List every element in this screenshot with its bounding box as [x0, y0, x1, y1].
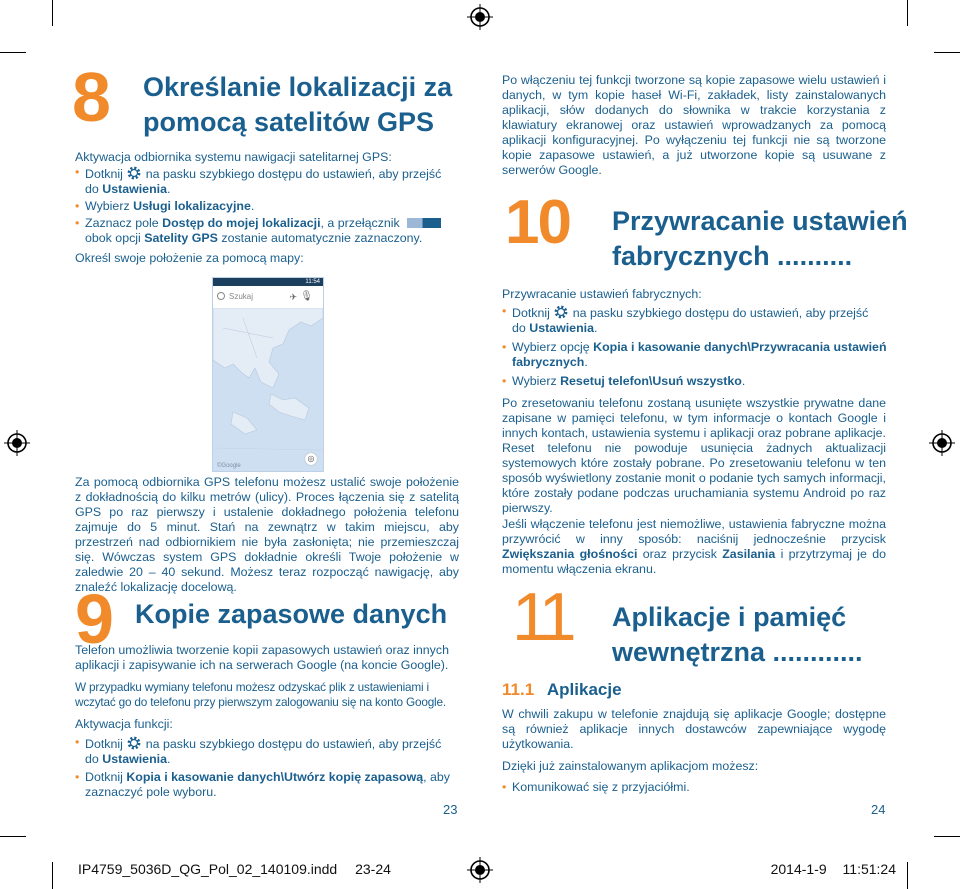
page-number: 24	[871, 802, 886, 817]
map-search-placeholder: Szukaj	[229, 292, 254, 301]
status-bar	[213, 278, 323, 286]
intro-text: Aktywacja odbiornika systemu nawigacji satelitarnej GPS:	[75, 150, 392, 164]
slug-file	[78, 861, 391, 877]
list-item: • Dotknij na pasku szybkiego dostępu do ustawień, aby przejść do Ustawienia.	[75, 165, 465, 197]
toggle-switch-icon	[407, 218, 441, 228]
reset-paragraph-2: Jeśli włączenie telefonu jest niemożliwe, ustawienia fabryczne można przywrócić w inny sposób: naciśnij jednocześnie przycisk Zwiększania głośności oraz przycisk Zasilania i przytrzymaj je do momentu włączenia ekranu.	[502, 517, 886, 576]
section-heading	[502, 680, 622, 700]
chapter-title: Kopie zapasowe danych	[135, 599, 448, 629]
chapter-title-line: Określanie lokalizacji za	[143, 72, 453, 102]
gps-section	[75, 150, 465, 266]
chapter-number: 9	[75, 580, 114, 658]
crop-mark	[0, 836, 26, 837]
search-icon[interactable]	[217, 292, 225, 300]
map-screenshot	[212, 277, 324, 472]
slug-pages: 23-24	[355, 861, 391, 877]
registration-mark-icon	[467, 4, 493, 30]
crop-mark	[52, 0, 53, 26]
map-intro: Określ swoje położenie za pomocą mapy:	[75, 251, 304, 265]
chapter-title-line: Aplikacje i pamięć	[612, 602, 847, 632]
list-item: • Wybierz opcję Kopia i kasowanie danych\Przywracania ustawień fabrycznych.	[502, 340, 892, 370]
paragraph: W chwili zakupu w telefonie znajdują się aplikacje Google; dostępne są również aplikacje innych dostawców zapewniające wygodę użytkowania.	[502, 707, 886, 751]
backup-section	[75, 643, 465, 800]
chapter-title-line: fabrycznych ..........	[612, 241, 853, 271]
list-item: • Komunikować się z przyjaciółmi.	[502, 780, 886, 795]
chapter-title-line: pomocą satelitów GPS	[143, 107, 435, 137]
section-number: 11.1	[502, 680, 535, 699]
slug-datetime	[771, 861, 896, 877]
list-item: • Wybierz Usługi lokalizacyjne.	[75, 199, 465, 214]
backup-continued: Po włączeniu tej funkcji tworzone są kopie zapasowe wielu ustawień i danych, w tym kopie haseł Wi-Fi, zakładek, listy zainstalowanych aplikacji, słów dodanych do słownika w trakcie korzystania z klawiatury ekranowej oraz ustawień wprowadzanych za pomocą aplikacji konfiguracyjnej. Po wyłączeniu tej funkcji nie są tworzone kopie zapasowe ustawień, a już utworzone kopie są usuwane z serwerów Google.	[502, 73, 886, 177]
chapter-title	[612, 204, 908, 274]
list-item: • Dotknij na pasku szybkiego dostępu do ustawień, aby przejść do Ustawienia.	[75, 735, 465, 767]
chapter-title	[143, 70, 452, 140]
paragraph: Dzięki już zainstalowanym aplikacjom możesz:	[502, 759, 759, 773]
status-time: 11:54	[305, 279, 320, 285]
crop-mark	[934, 52, 960, 53]
chapter-number: 10	[505, 188, 570, 257]
mic-icon[interactable]: 🎙	[300, 291, 313, 302]
list-item: • Dotknij na pasku szybkiego dostępu do ustawień, aby przejść do Ustawienia.	[502, 304, 892, 336]
chapter-title-line: wewnętrzna ............	[612, 637, 863, 667]
page-number: 23	[443, 802, 458, 817]
crop-mark	[907, 0, 908, 26]
slug-date: 2014-1-9	[770, 861, 827, 877]
chapter-number: 11	[512, 579, 571, 655]
chapter-title-line: Przywracanie ustawień	[612, 206, 908, 236]
slug-time: 11:51:24	[842, 861, 896, 877]
chapter-number: 8	[72, 58, 111, 136]
crop-mark	[52, 862, 53, 889]
intro-text: Przywracanie ustawień fabrycznych:	[502, 287, 702, 301]
reset-paragraph: Po zresetowaniu telefonu zostaną usunięte wszystkie prywatne dane zapisane w pamięci telefonu, w tym informacje o kontach Google i innych kontach, ustawienia systemu i aplikacji oraz pobrane aplikacje. Reset telefonu nie powoduje usunięcia żadnych aktualizacji systemowych które zostały pobrane. Po zresetowaniu telefonu w ten sposób wyświetlony zostanie monit o podanie tych samych informacji, które zostały podane podczas uruchamiania systemu Android po raz pierwszy.	[502, 396, 886, 515]
list-item: • Zaznacz pole Dostęp do mojej lokalizacji, a przełącznik obok opcji Satelity GPS zostanie automatycznie zaznaczony.	[75, 216, 465, 246]
settings-gear-icon	[126, 165, 142, 181]
map-search-bar[interactable]	[213, 286, 323, 309]
my-location-icon[interactable]: ◎	[305, 453, 317, 465]
gps-paragraph: Za pomocą odbiornika GPS telefonu możesz ustalić swoje położenie z dokładnością do kilku metrów (ulicy). Proces łączenia się z satelitą GPS po raz pierwszy i ustalenie dokładnego położenia telefonu zajmuje do 5 minut. Stań na zewnątrz w takim miejscu, aby przestrzeń nad odbiornikiem nie była zasłonięta; nie przemieszczaj się. Wówczas system GPS dokładnie określi Twoje położenie w zaledwie 20 – 40 sekund. Możesz teraz rozpocząć nawigację, aby znaleźć lokalizację docelową.	[75, 475, 459, 594]
section-title: Aplikacje	[546, 680, 622, 699]
paragraph: W przypadku wymiany telefonu możesz odzyskać plik z ustawieniami i wczytać go do telefonu przy pierwszym zalogowaniu się na konto Google.	[75, 680, 446, 709]
list-item: • Dotknij Kopia i kasowanie danych\Utwórz kopię zapasową, aby zaznaczyć pole wyboru.	[75, 770, 465, 800]
crop-mark	[934, 836, 960, 837]
paragraph: Aktywacja funkcji:	[75, 717, 173, 731]
settings-gear-icon	[126, 735, 142, 751]
registration-mark-icon	[929, 430, 955, 456]
apps-section	[502, 707, 886, 795]
registration-mark-icon	[4, 430, 30, 456]
directions-icon[interactable]: ✈	[289, 292, 297, 302]
crop-mark	[0, 52, 26, 53]
map-attribution: ©Google	[217, 463, 241, 469]
crop-mark	[907, 862, 908, 889]
list-item: • Wybierz Resetuj telefon\Usuń wszystko.	[502, 374, 892, 389]
chapter-title	[612, 600, 863, 670]
slug-filename: IP4759_5036D_QG_Pol_02_140109.indd	[78, 861, 338, 877]
paragraph: Telefon umożliwia tworzenie kopii zapasowych ustawień oraz innych aplikacji i zapisywanie ich na serwerach Google (na koncie Google).	[75, 643, 449, 672]
map-land	[213, 308, 323, 471]
reset-section	[502, 287, 892, 389]
registration-mark-icon	[467, 857, 493, 883]
settings-gear-icon	[553, 304, 569, 320]
